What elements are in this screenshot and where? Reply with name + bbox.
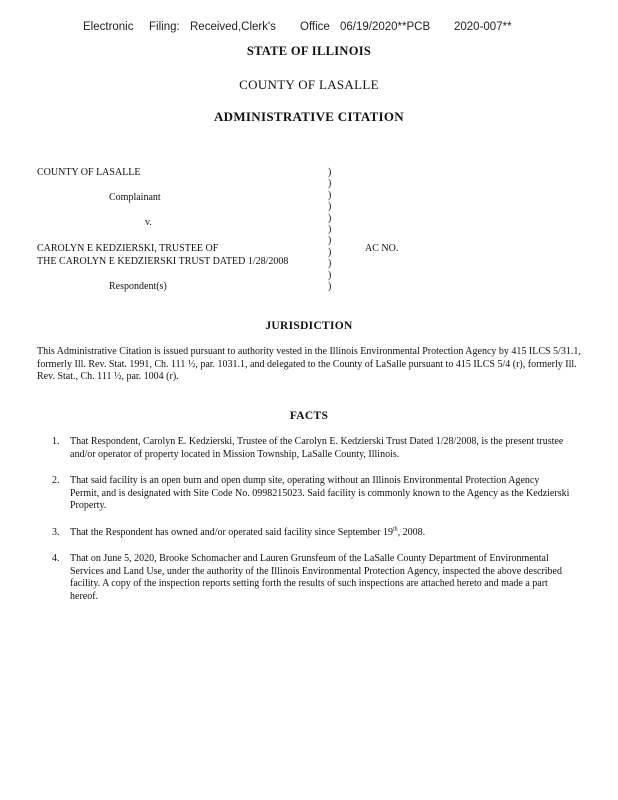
fact-number: 2. xyxy=(52,475,60,486)
respondent-label: Respondent(s) xyxy=(109,281,167,292)
stamp-office: Office xyxy=(300,21,330,33)
facts-heading: FACTS xyxy=(289,410,329,422)
fact-text: That on June 5, 2020, Brooke Schomacher and Lauren Grunsfeum of the LaSalle County Department of Environmental Services and Land Use, under the authority of the Illinois Environmental Protection Agency, inspected the above described facility. A copy of the inspection reports setting forth the results of such inspections are attached hereto and made a part hereof. xyxy=(70,553,562,602)
fact-number: 1. xyxy=(52,436,60,447)
stamp-case: 2020-007** xyxy=(454,21,512,33)
complainant-label: Complainant xyxy=(109,192,161,203)
fact-text: That Respondent, Carolyn E. Kedzierski, Trustee of the Carolyn E. Kedzierski Trust Dated 1/28/2008, is the present trustee and/or operator of property located in Mission Township, LaSalle County, Illinois. xyxy=(70,436,564,460)
fact-text: That said facility is an open burn and open dump site, operating without an Illinois Environmental Protection Agency Permit, and is designated with Site Code No. 0998215023. Said facility is commonly known to the Agency as the Kedzierski Property. xyxy=(70,475,570,511)
ac-number-label: AC NO. xyxy=(365,243,399,254)
caption-parentheses: ) ) ) ) ) ) ) ) ) ) ) xyxy=(328,167,332,293)
jurisdiction-heading: JURISDICTION xyxy=(265,320,353,332)
stamp-filing: Filing: xyxy=(149,21,180,33)
state-heading: STATE OF ILLINOIS xyxy=(246,44,372,58)
stamp-received: Received,Clerk's xyxy=(190,21,276,33)
versus-label: v. xyxy=(145,217,152,228)
plaintiff-name: COUNTY OF LASALLE xyxy=(37,167,141,178)
respondent-name-line2: THE CAROLYN E KEDZIERSKI TRUST DATED 1/28/2008 xyxy=(37,256,289,267)
fact-text: That the Respondent has owned and/or operated said facility since September 19th, 2008. xyxy=(70,526,426,538)
fact-number: 3. xyxy=(52,527,60,538)
fact-number: 4. xyxy=(52,553,60,564)
county-heading: COUNTY OF LASALLE xyxy=(239,77,379,92)
stamp-electronic: Electronic xyxy=(83,21,134,33)
stamp-date-pcb: 06/19/2020**PCB xyxy=(340,21,431,33)
jurisdiction-paragraph: This Administrative Citation is issued pursuant to authority vested in the Illinois Environmental Protection Agency by 415 ILCS 5/31.1, formerly Ill. Rev. Stat. 1991, Ch. 111 ½, par. 1031.1, and delegated to the County of LaSalle pursuant to 415 ILCS 5/4 (r), formerly Ill. Rev. Stat., Ch. 111 ½, par. 1004 (r). xyxy=(37,346,581,382)
document-title: ADMINISTRATIVE CITATION xyxy=(213,109,404,124)
respondent-name-line1: CAROLYN E KEDZIERSKI, TRUSTEE OF xyxy=(37,243,219,254)
